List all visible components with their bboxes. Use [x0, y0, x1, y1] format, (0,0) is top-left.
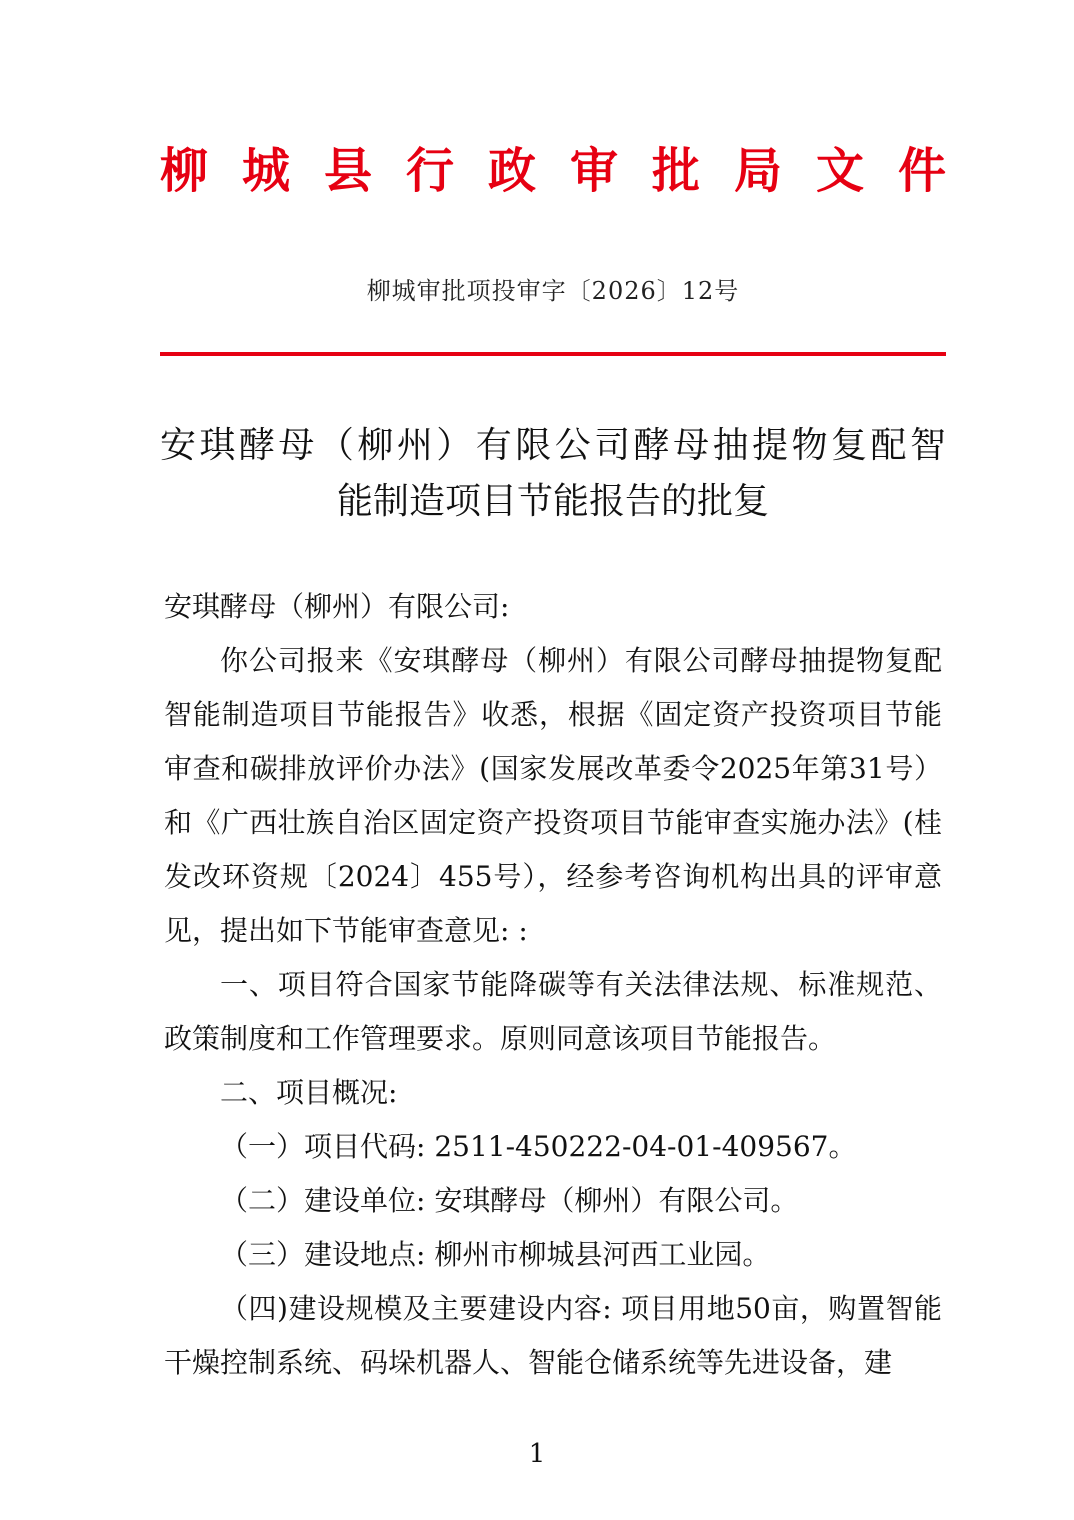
construction-scale: （四)建设规模及主要建设内容: 项目用地50亩，购置智能干燥控制系统、码垛机器人、智能仓储系统等先进设备，建	[164, 1292, 942, 1379]
page-number: 1	[528, 1439, 546, 1469]
document-title-line-1: 安琪酵母（柳州）有限公司酵母抽提物复配智	[160, 425, 946, 466]
document-number: 柳城审批项投审字〔2026〕12号	[366, 277, 740, 305]
issuing-authority-header: 柳城县行政审批局文件	[160, 143, 946, 199]
project-code: （一）项目代码: 2511-450222-04-01-409567。	[220, 1130, 857, 1163]
addressee: 安琪酵母（柳州）有限公司:	[164, 590, 510, 623]
document-body	[164, 580, 942, 1390]
opinion-item-2: 二、项目概况:	[220, 1076, 398, 1109]
document-title-line-2: 能制造项目节能报告的批复	[336, 481, 769, 522]
document-title	[160, 418, 946, 530]
red-divider-line	[160, 352, 946, 356]
construction-unit: （二）建设单位: 安琪酵母（柳州）有限公司。	[220, 1184, 799, 1217]
paragraph-intro: 你公司报来《安琪酵母（柳州）有限公司酵母抽提物复配智能制造项目节能报告》收悉，根据《固定资产投资项目节能审查和碳排放评价办法》(国家发展改革委令2025年第31号）和《广西壮族自治区固定资产投资项目节能审查实施办法》(桂发改环资规〔2024〕455号），经参考咨询机构出具的评审意见，提出如下节能审查意见: :	[164, 644, 942, 947]
opinion-item-1: 一、项目符合国家节能降碳等有关法律法规、标准规范、政策制度和工作管理要求。原则同意该项目节能报告。	[164, 968, 942, 1055]
construction-location: （三）建设地点: 柳州市柳城县河西工业园。	[220, 1238, 771, 1271]
